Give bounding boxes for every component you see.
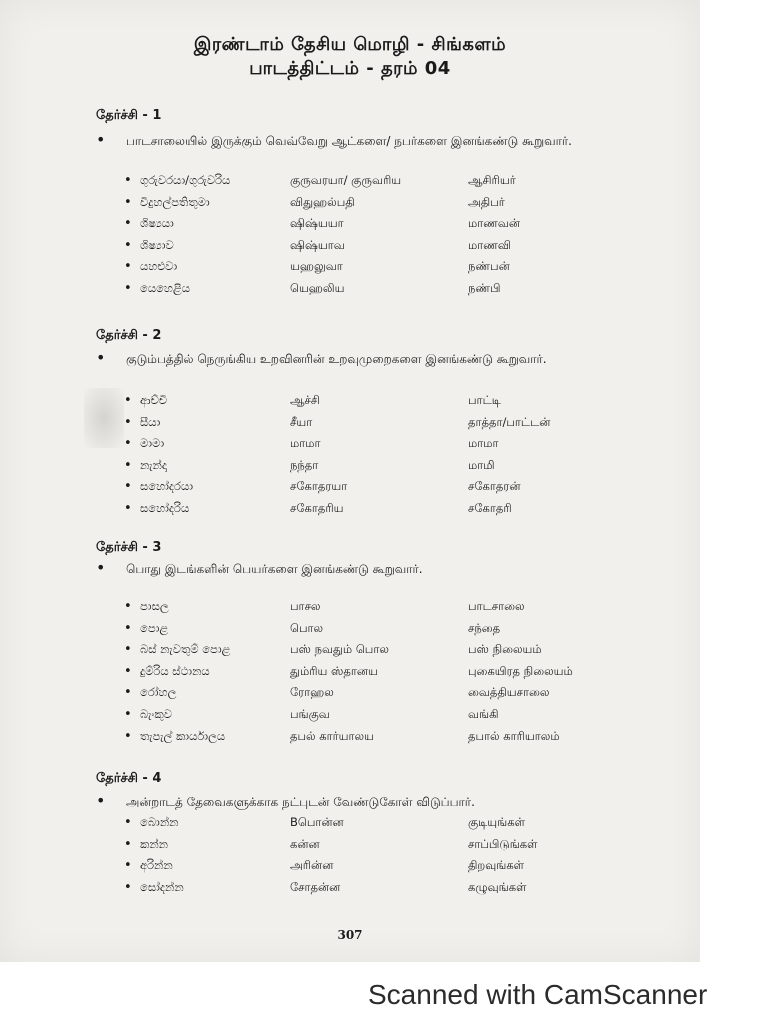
transliteration: கன்ன: [290, 836, 320, 851]
document-title: இரண்டாம் தேசிய மொழி - சிங்களம்: [193, 34, 507, 55]
tamil-meaning: புகையிரத நிலையம்: [468, 663, 573, 678]
sinhala-word: කන්න: [140, 836, 169, 851]
sinhala-word: පාසල: [140, 599, 169, 613]
tamil-meaning: சாப்பிடுங்கள்: [468, 836, 538, 851]
transliteration: யெஹலிய: [290, 280, 345, 295]
vocab-row: [0, 479, 700, 501]
sinhala-word: අරින්න: [140, 858, 173, 873]
vocab-list-2: [0, 393, 700, 523]
vocab-row: [0, 216, 700, 238]
vocab-row: [0, 501, 700, 523]
bullet: •: [124, 599, 132, 614]
bullet: •: [124, 457, 132, 473]
tamil-meaning: சந்தை: [468, 620, 501, 635]
tamil-meaning: மாணவன்: [468, 216, 521, 231]
transliteration: ஷிஷ்யயா: [290, 216, 344, 231]
section-objective-1: [96, 130, 572, 150]
sinhala-word: රෝහල: [140, 685, 177, 700]
tamil-meaning: சகோதரன்: [468, 479, 521, 494]
sinhala-word: පොළ: [140, 620, 169, 635]
transliteration: சோதன்ன: [290, 879, 341, 894]
bullet: •: [124, 500, 132, 516]
transliteration: குருவரயா/ குருவரிய: [290, 173, 402, 187]
tamil-meaning: குடியுங்கள்: [468, 815, 525, 829]
tamil-meaning: மாமி: [468, 457, 495, 472]
vocab-row: [0, 259, 700, 281]
vocab-list-4: [0, 815, 700, 901]
bullet: •: [124, 728, 132, 744]
section-heading-2: தேர்ச்சி - 2: [96, 328, 162, 343]
sinhala-word: මාමා: [140, 436, 165, 451]
objective-text: அன்றாடத் தேவைகளுக்காக நட்புடன் வேண்டுகோள் விடுப்பார்.: [126, 795, 475, 809]
bullet: •: [124, 173, 132, 188]
sinhala-word: විදුහල්පතිතුමා: [140, 194, 210, 209]
bullet: •: [124, 479, 132, 495]
tamil-meaning: பஸ் நிலையம்: [468, 642, 542, 657]
transliteration: ரோஹல: [290, 685, 334, 700]
sinhala-word: බස් නැවතුම් පොළ: [140, 642, 231, 657]
tamil-meaning: நண்பன்: [468, 259, 510, 274]
sinhala-word: ගුරුවරයා/ගුරුවරිය: [140, 173, 231, 187]
transliteration: ஷிஷ்யாவ: [290, 237, 345, 252]
bullet: •: [96, 130, 106, 149]
tamil-meaning: தபால் காரியாலம்: [468, 728, 560, 743]
bullet: •: [124, 414, 132, 430]
bullet: •: [124, 280, 132, 296]
tamil-meaning: மாமா: [468, 436, 499, 451]
vocab-row: [0, 729, 700, 751]
transliteration: தும்ரிய ஸ்தானய: [290, 663, 378, 678]
transliteration: ஆச்சி: [290, 393, 320, 407]
sinhala-word: ආච්චි: [140, 393, 168, 407]
sinhala-word: තැපැල් කාර්යාලය: [140, 728, 226, 743]
sinhala-word: සහෝදරයා: [140, 479, 194, 494]
section-objective-4: [96, 791, 475, 811]
vocab-row: [0, 599, 700, 621]
vocab-row: [0, 281, 700, 303]
tamil-meaning: திறவுங்கள்: [468, 858, 525, 873]
bullet: •: [124, 393, 132, 408]
vocab-row: [0, 238, 700, 260]
vocab-row: [0, 393, 700, 415]
bullet: •: [124, 858, 132, 874]
sinhala-word: දුම්රිය ස්ථානය: [140, 663, 210, 678]
bullet: •: [124, 216, 132, 232]
vocab-row: [0, 458, 700, 480]
vocab-row: [0, 621, 700, 643]
bullet: •: [124, 259, 132, 275]
transliteration: நந்தா: [290, 457, 319, 472]
tamil-meaning: தாத்தா/பாட்டன்: [468, 414, 551, 429]
sinhala-word: යහළුවා: [140, 259, 178, 274]
vocab-row: [0, 415, 700, 437]
document-subtitle: பாடத்திட்டம் - தரம் 04: [249, 58, 451, 79]
transliteration: பங்குவ: [290, 706, 330, 721]
section-heading-3: தேர்ச்சி - 3: [96, 540, 162, 555]
camscanner-watermark: Scanned with CamScanner: [368, 979, 708, 1010]
vocab-row: [0, 837, 700, 859]
transliteration: விதுஹல்பதி: [290, 194, 355, 209]
vocab-row: [0, 815, 700, 837]
page-number: 307: [337, 928, 363, 942]
vocab-row: [0, 880, 700, 902]
sinhala-word: ශිෂ්‍යාව: [140, 237, 174, 252]
transliteration: பஸ் நவதும் பொல: [290, 642, 389, 657]
bullet: •: [124, 706, 132, 722]
objective-text: குடும்பத்தில் நெருங்கிய உறவினரின் உறவுமுறைகளை இனங்கண்டு கூறுவார்.: [126, 352, 547, 366]
transliteration: சகோதரிய: [290, 500, 344, 515]
vocab-row: [0, 707, 700, 729]
bullet: •: [124, 879, 132, 895]
vocab-list-1: [0, 173, 700, 303]
vocab-row: [0, 642, 700, 664]
transliteration: மாமா: [290, 436, 321, 451]
tamil-meaning: அதிபர்: [468, 194, 505, 209]
vocab-list-3: [0, 599, 700, 750]
sinhala-word: බොන්න: [140, 815, 179, 829]
tamil-meaning: வங்கி: [468, 706, 499, 721]
sinhala-word: ශිෂ්‍යයා: [140, 216, 174, 231]
sinhala-word: බැංකුව: [140, 706, 172, 721]
tamil-meaning: கழுவுங்கள்: [468, 879, 527, 894]
tamil-meaning: ஆசிரியர்: [468, 173, 516, 187]
bullet: •: [124, 436, 132, 452]
section-heading-4: தேர்ச்சி - 4: [96, 771, 162, 786]
section-objective-2: [96, 348, 547, 368]
bullet: •: [124, 663, 132, 679]
section-objective-3: [96, 558, 423, 578]
tamil-meaning: பாட்டி: [468, 393, 501, 407]
vocab-row: [0, 436, 700, 458]
transliteration: பாசல: [290, 599, 321, 613]
bullet: •: [96, 348, 106, 367]
vocab-row: [0, 685, 700, 707]
sinhala-word: යෙහෙළිය: [140, 280, 191, 295]
sinhala-word: සීයා: [140, 414, 161, 429]
bullet: •: [124, 685, 132, 701]
bullet: •: [124, 815, 132, 830]
tamil-meaning: சகோதரி: [468, 500, 512, 515]
bullet: •: [96, 791, 106, 810]
transliteration: சகோதரயா: [290, 479, 348, 494]
objective-text: பொது இடங்களின் பெயர்களை இனங்கண்டு கூறுவார்.: [126, 562, 423, 576]
bullet: •: [124, 836, 132, 852]
transliteration: பொல: [290, 620, 324, 635]
sinhala-word: සහෝදරිය: [140, 500, 190, 515]
tamil-meaning: நண்பி: [468, 280, 501, 295]
vocab-row: [0, 173, 700, 195]
objective-text: பாடசாலையில் இருக்கும் வெவ்வேறு ஆட்களை/ நபர்களை இனங்கண்டு கூறுவார்.: [126, 134, 572, 148]
section-heading-1: தேர்ச்சி - 1: [96, 108, 162, 123]
transliteration: சீயா: [290, 414, 313, 429]
transliteration: Bபொன்ன: [290, 815, 344, 829]
tamil-meaning: பாடசாலை: [468, 599, 525, 613]
bullet: •: [124, 194, 132, 210]
transliteration: அரின்ன: [290, 858, 334, 873]
bullet: •: [124, 237, 132, 253]
vocab-row: [0, 858, 700, 880]
transliteration: தபல் கார்யாலய: [290, 728, 374, 743]
bullet: •: [124, 620, 132, 636]
transliteration: யஹலுவா: [290, 259, 343, 274]
vocab-row: [0, 195, 700, 217]
bullet: •: [124, 642, 132, 658]
bullet: •: [96, 558, 106, 577]
vocab-row: [0, 664, 700, 686]
sinhala-word: සෝදන්න: [140, 879, 184, 894]
tamil-meaning: மாணவி: [468, 237, 511, 252]
tamil-meaning: வைத்தியசாலை: [468, 685, 550, 700]
sinhala-word: නැන්දා: [140, 457, 167, 472]
